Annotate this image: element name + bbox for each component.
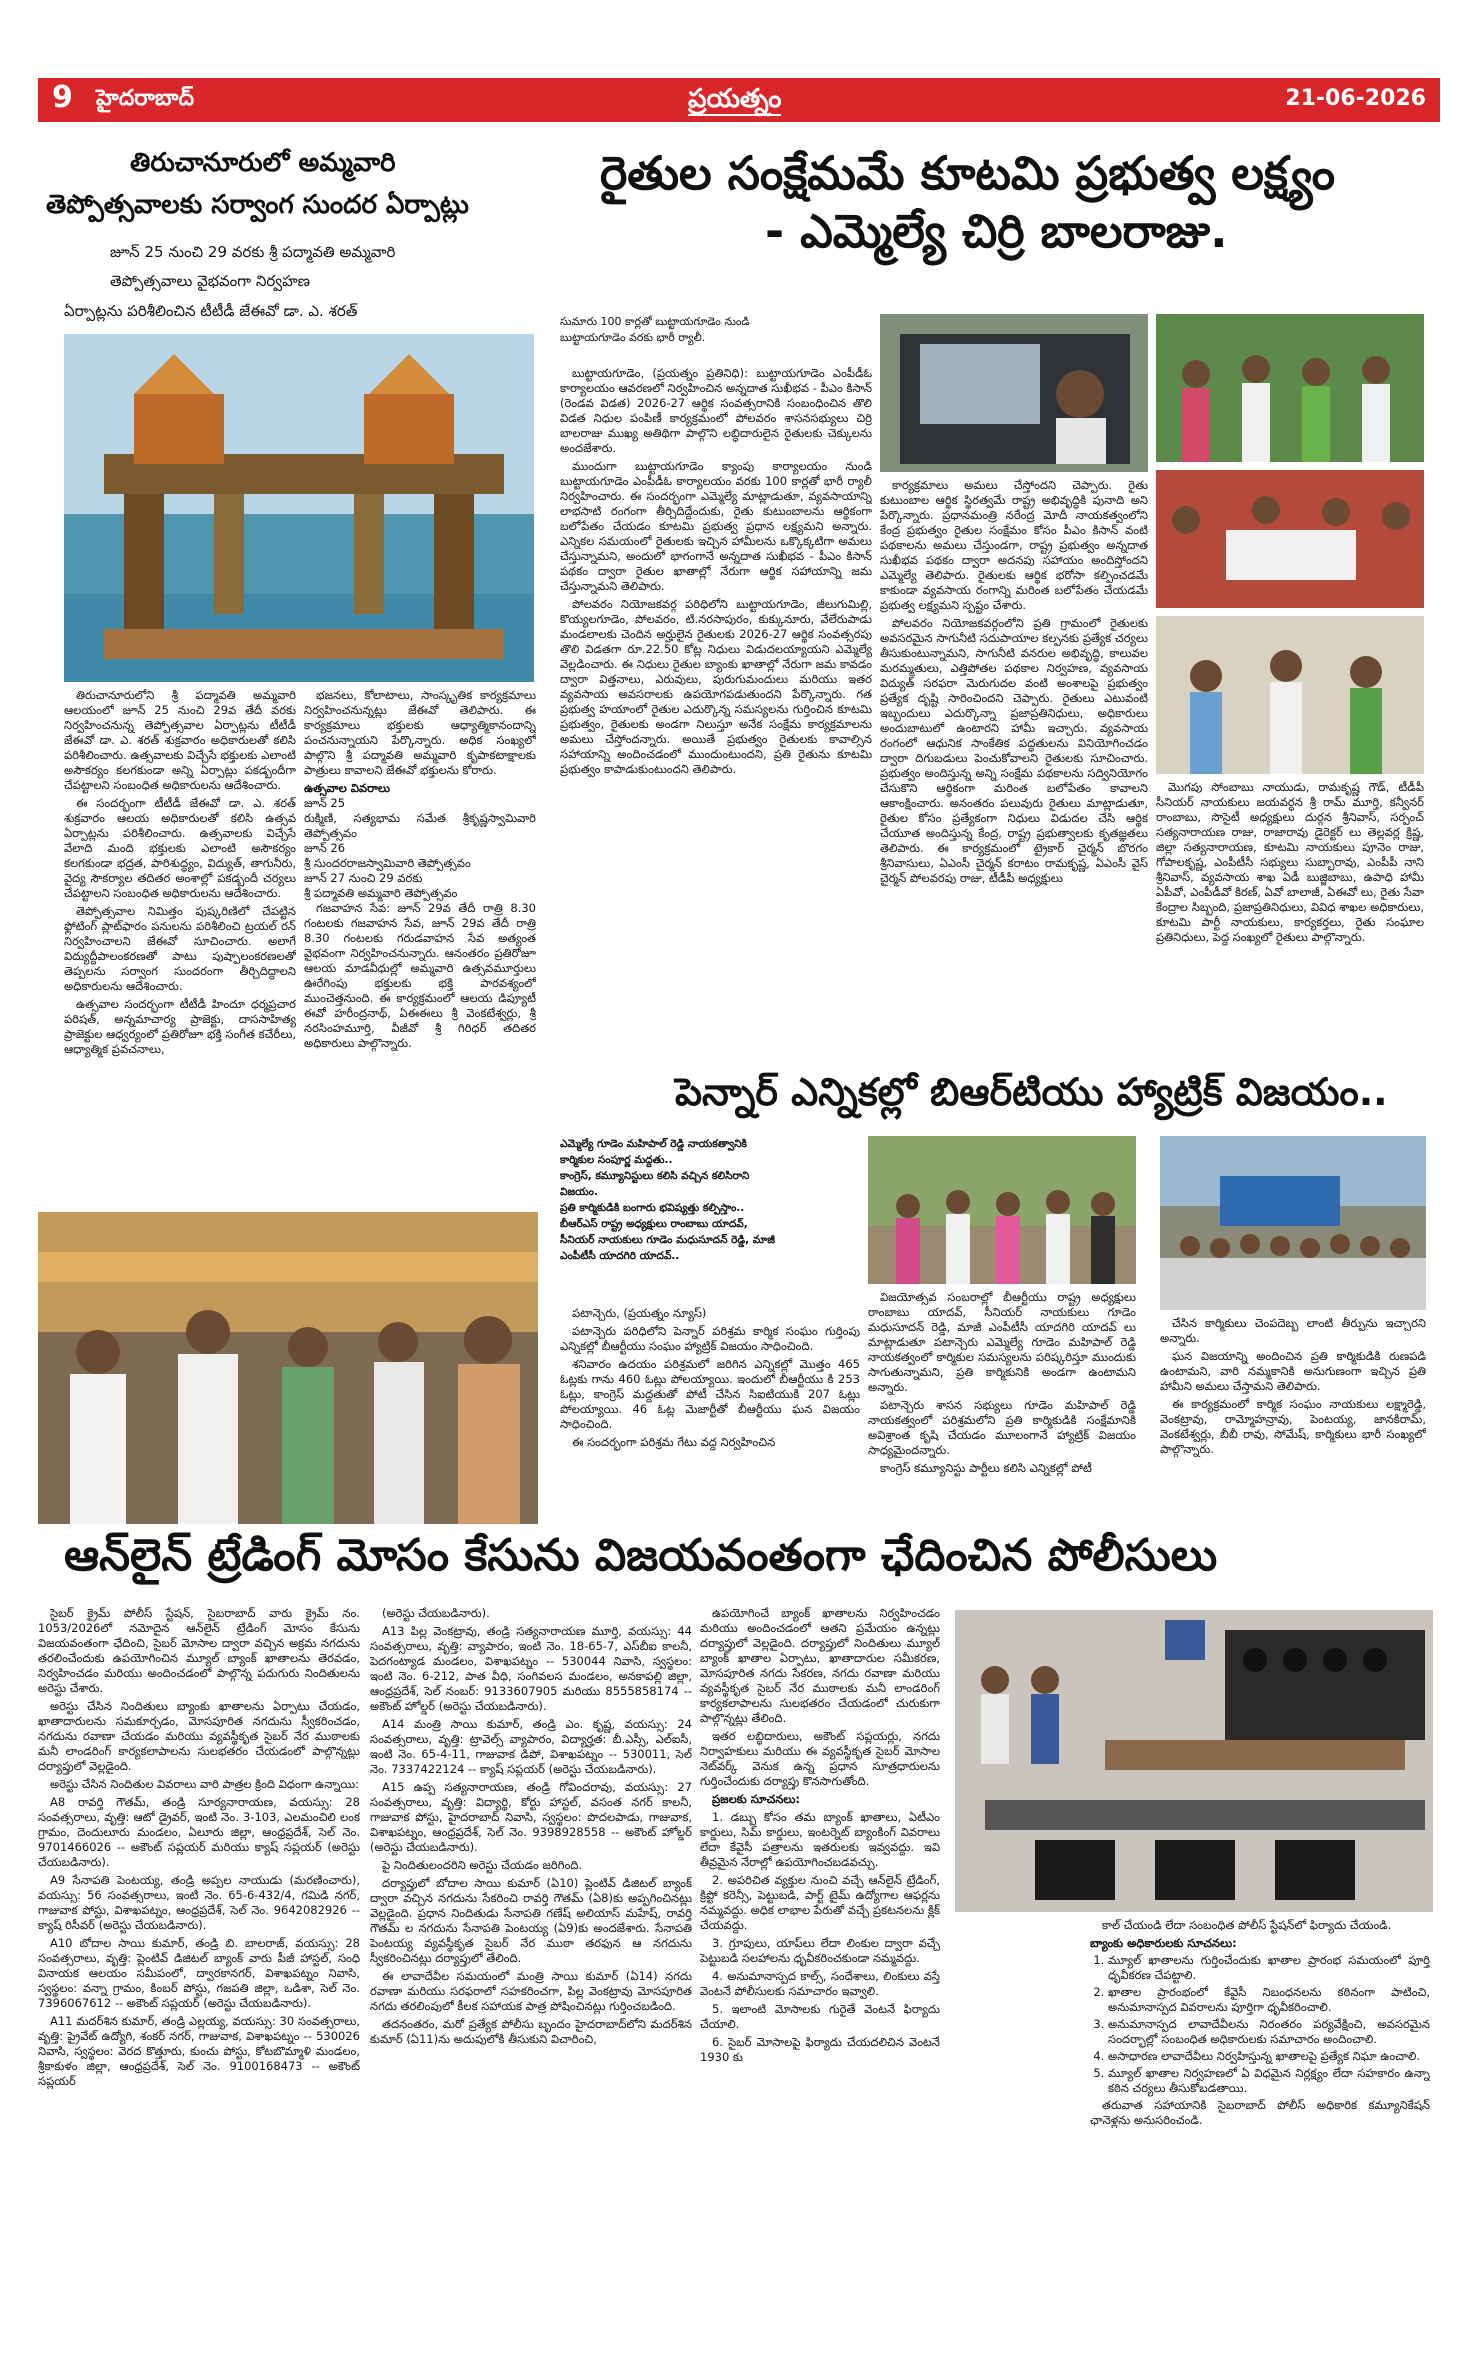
article3-photo-workers: [1160, 1136, 1426, 1310]
article2-photo-car-rally: [880, 314, 1148, 472]
article4-col4: కాల్ చేయండి లేదా సంబంధిత పోలీస్ స్టేషన్‌లో ఫిర్యాదు చేయండి. బ్యాంకు అధికారులకు సూచనలు: 1. మ్యూల్ ఖాతాలను గుర్తించేందుకు ఖాతాల ప్రారంభ సమయంలో పూర్తి ధృవీకరణ చేపట్టాలి. 2. ఖాతాల ప్రారంభంలో కేవైసీ నిబంధనలను కఠినంగా పాటించి, అనుమానాస్పద వివరాలను పూర్తిగా ధృవీకరించాలి. 3. అనుమానాస్పద లావాదేవీలను నిరంతరం పర్యవేక్షించి, అవసరమైన సందర్భాల్లో సంబంధిత అధికారులకు సమాచారం అందించాలి. 4. అసాధారణ లావాదేవీలు నిర్వహిస్తున్న ఖాతాలపై ప్రత్యేక నిఘా ఉంచాలి. 5. మ్యూల్ ఖాతాల నిర్వహణలో ఏ విధమైన నిర్లక్ష్యం లేదా సహకారం ఉన్నా కఠిన చర్యలు తీసుకోబడతాయి. తరువాత సహాయానికి సైబరాబాద్ పోలీస్ అధికారిక కమ్యూనికేషన్ ఛానెళ్లను అనుసరించండి.: [1090, 1918, 1430, 2328]
issue-date: 21-06-2026: [1285, 86, 1426, 111]
article1-sub2: తెప్పోత్సవాలు వైభవంగా నిర్వహణ: [110, 272, 311, 290]
article2-col2: కార్యక్రమాలు అమలు చేస్తోందని చెప్పారు. రైతు కుటుంబాల ఆర్థిక స్థిరత్వమే రాష్ట్ర అభివృద్ధికి పునాది అని పేర్కొన్నారు. ప్రధానమంత్రి నరేంద్ర మోదీ నాయకత్వంలోని కేంద్ర ప్రభుత్వం రైతుల సంక్షేమం కోసం పీఎం కిసాన్ వంటి పథకాలను అమలు చేస్తుండగా, రాష్ట్ర ప్రభుత్వం అన్నదాత సుఖీభవ పథకం ద్వారా అదనపు సహాయం అందిస్తోందని ఎమ్మెల్యే తెలిపారు. రైతులకు ఆర్థిక భరోసా కల్పించడమే కాకుండా వ్యవసాయ రంగాన్ని మరింత బలోపేతం చేయడమే ప్రభుత్వ లక్ష్యమని స్పష్టం చేశారు. పోలవరం నియోజకవర్గంలోని ప్రతి గ్రామంలో రైతులకు అవసరమైన సాగునీటి సదుపాయాల కల్పనకు ప్రత్యేక చర్యలు తీసుకుంటున్నామని, సాగునీటి వనరుల అభివృద్ధి, కాలువల మరమ్మతులు, ఎత్తిపోతల పథకాల నిర్వహణ, వ్యవసాయ విద్యుత్ సరఫరా మెరుగుదల వంటి అంశాలపై ప్రభుత్వం ప్రత్యేక దృష్టి సారించిందని చెప్పారు. రైతులు ఎటువంటి ఇబ్బందులు ఎదుర్కొన్నా ప్రజాప్రతినిధులు, అధికారులు అందుబాటులో ఉంటారని హామీ ఇచ్చారు. వ్యవసాయ రంగంలో ఆధునిక సాంకేతిక పద్ధతులను వినియోగించడం ద్వారా దిగుబడులు పెంచుకోవాలని రైతులకు సూచించారు. ప్రభుత్వం అందిస్తున్న అన్ని సంక్షేమ పథకాలను సద్వినియోగం చేసుకొని ఆర్థికంగా మరింత బలోపేతం కావాలని ఆకాంక్షించారు. అనంతరం పలువురు రైతులు మాట్లాడుతూ, రైతుల కోసం ప్రత్యేకంగా నిధులు విడుదల చేసి ఆర్థిక చేయూత అందిస్తున్న కేంద్ర, రాష్ట్ర ప్రభుత్వాలకు కృతజ్ఞతలు తెలిపారు. ఈ కార్యక్రమంలో ట్రైకార్ చైర్మన్ బొరగం శ్రీనివాసులు, ఏఎంసీ చైర్మన్ కరాటం రామకృష్ణ, ఏఎంసీ వైస్ చైర్మన్ పోలవరపు రాజు, టీడీపీ అధ్యక్షులు: [880, 478, 1148, 885]
article3-headline: పెన్నార్ ఎన్నికల్లో బిఆర్‌టియు హ్యాట్రిక్ విజయం..: [675, 1070, 1388, 1114]
article3-col1: పటాన్చెరు, (ప్రయత్నం న్యూస్) పటాన్చెరు పరిధిలోని పెన్నార్ పరిశ్రమ కార్మిక సంఘం గుర్తింపు ఎన్నికల్లో బీఆర్టీయు సంఘం హ్యాట్రిక్ విజయం సాధించింది. శనివారం ఉదయం పరిశ్రమలో జరిగిన ఎన్నికల్లో మొత్తం 465 ఓట్లకు గాను 460 ఓట్లు పోలయ్యాయి. ఇందులో బీఆర్టీయు కి 253 ఓట్లు, కాంగ్రెస్ మద్దతుతో పోటీ చేసిన సిఐటియుకి 207 ఓట్లు పోలయ్యాయి. 46 ఓట్ల మెజార్టీతో బీఆర్టీయు ఘన విజయం సాధించింది. ఈ సందర్భంగా పరిశ్రమ గేటు వద్ద నిర్వహించిన: [560, 1306, 860, 1449]
article3-col3: చేసిన కార్మికులు చెంపదెబ్బ లాంటి తీర్పును ఇచ్చారని అన్నారు. ఘన విజయాన్ని అందించిన ప్రతి కార్మికుడికి రుణపడి ఉంటామని, వారి నమ్మకానికి అనుగుణంగా ఇచ్చిన ప్రతి హామీని అమలు చేస్తామని తెలిపారు. ఈ కార్యక్రమంలో కార్మిక సంఘం నాయకులు లక్ష్మారెడ్డి, వెంకట్రావు, రామ్మోహన్రావు, పెంటయ్య, జానకిరామ్, వెంకటేశ్వర్లు, బీబీ రావు, సోమేష్, కార్మికులు భారీ సంఖ్యలో పాల్గొన్నారు.: [1160, 1316, 1426, 1456]
article2-photo-cheque: [1156, 470, 1424, 608]
article2-headline-line2: - ఎమ్మెల్యే చిర్రి బాలరాజు.: [765, 204, 1228, 258]
masthead: [38, 78, 1440, 122]
schedule-title: ఉత్సవాల వివరాలు: [304, 781, 391, 795]
paper-name: ప్రయత్నం: [688, 84, 782, 114]
article3-photo-celebration: [868, 1136, 1136, 1284]
page-number: 9: [52, 80, 73, 115]
article2-photo-meeting: [1156, 314, 1424, 462]
article1-headline-line2: తెప్పోత్సవాలకు సర్వాంగ సుందర ఏర్పాట్లు: [46, 190, 469, 220]
article3-col2: విజయోత్సవ సంబరాల్లో బీఆర్టీయు రాష్ట్ర అధ్యక్షులు రాంబాబు యాదవ్, సీనియర్ నాయకులు గూడెం మధుసూదన్ రెడ్డి, మాజీ ఎంపీటీసీ యాదగిరి యాదవ్ లు మాట్లాడుతూ పటాన్చెరు ఎమ్మెల్యే గూడెం మహిపాల్ రెడ్డి నాయకత్వంలో కార్మికుల సమస్యలను పరిష్కరిస్తూ ముందుకు సాగుతున్నామని, ప్రతి కార్మికునికి అండగా ఉంటామని అన్నారు. పటాన్చెరు శాసన సభ్యులు గూడెం మహిపాల్ రెడ్డి నాయకత్వంలో పరిశ్రమలోని ప్రతి కార్మికుడికి సంక్షేమానికి అవిశ్రాంత కృషి చేయడం మూలంగానే హ్యాట్రిక్ విజయం సాధ్యమైందన్నారు. కాంగ్రెస్ కమ్యూనిస్టు పార్టీలు కలిసి ఎన్నికల్లో పోటీ: [868, 1290, 1136, 1475]
article1-col2: భజనలు, కోలాటాలు, సాంస్కృతిక కార్యక్రమాలు నిర్వహించనున్నట్లు జేఈవో తెలిపారు. ఈ కార్యక్రమాలు భక్తులకు ఆధ్యాత్మికానందాన్ని పంచనున్నాయని పేర్కొన్నారు. అధిక సంఖ్యలో పాల్గొని శ్రీ పద్మావతి అమ్మవారి కృపాకటాక్షాలకు పాత్రులు కావాలని జేఈవో భక్తులను కోరారు. ఉత్సవాల వివరాలు జూన్ 25 రుక్మిణి, సత్యభామ సమేత శ్రీకృష్ణస్వామివారి తెప్పోత్సవం జూన్ 26 శ్రీ సుందరరాజస్వామివారి తెప్పోత్సవం జూన్ 27 నుంచి 29 వరకు శ్రీ పద్మావతి అమ్మవారి తెప్పోత్సవం గజవాహన సేవ: జూన్ 29వ తేదీ రాత్రి 8.30 గంటలకు గజవాహన సేవ, జూన్ 29వ తేదీ రాత్రి 8.30 గంటలకు గరుడవాహన సేవ అత్యంత వైభవంగా నిర్వహించనున్నారు. ఆనంతరం ప్రతిరోజూ ఆలయ మాడవీధుల్లో అమ్మవారి ఉత్సవమూర్తులు ఊరేగింపు భక్తులకు భక్తి పారవశ్యంలో ముంచెత్తనుంది. ఈ కార్యక్రమంలో ఆలయ డిప్యూటీ ఈవో హరీంద్రనాథ్, ఏఈఈలు శ్రీ వెంకటేశ్వర్లు, శ్రీ నరసింహమూర్తి, వీజీవో శ్రీ గిరిధర్ తదితర అధికారులు పాల్గొన్నారు.: [304, 688, 536, 1050]
article1-sub1: జూన్ 25 నుంచి 29 వరకు శ్రీ పద్మావతి అమ్మవారి: [110, 243, 396, 261]
article1-col1: తిరుచానూరులోని శ్రీ పద్మావతి అమ్మవారి ఆలయంలో జూన్ 25 నుంచి 29వ తేదీ వరకు నిర్వహించనున్న తెప్పోత్సవాల ఏర్పాట్లను టీటీడీ జేఈవో డా. ఎ. శరత్ శుక్రవారం అధికారులతో కలిసి పరిశీలించారు. ఉత్సవాలకు విచ్చేసే భక్తులకు ఎలాంటి అసౌకర్యం కలగకుండా అన్ని ఏర్పాట్లు పకడ్బందీగా చేపట్టాలని సంబంధిత అధికారులను ఆదేశించారు. ఈ సందర్భంగా టీటీడీ జేఈవో డా. ఎ. శరత్ శుక్రవారం ఆలయ అధికారులతో కలిసి ఉత్సవ ఏర్పాట్లను పరిశీలించారు. ఉత్సవాలకు విచ్చేసే వేలాది మంది భక్తులకు ఎలాంటి అసౌకర్యం కలగకుండా భద్రత, పారిశుద్ధ్యం, విద్యుత్, తాగునీరు, వైద్య సౌకర్యాల తదితర అంశాల్లో పకడ్బందీ చర్యలు చేపట్టాలని సంబంధిత అధికారులను ఆదేశించారు. తెప్పోత్సవాల నిమిత్తం పుష్కరిణిలో చేపట్టిన ఫ్లోటింగ్ ప్లాట్‌ఫారం పనులను పరిశీలించి ట్రయల్ రన్ నిర్వహించాలని జేఈవో సూచించారు. అలాగే విద్యుద్దీపాలంకరణతో పాటు పుష్పాలంకరణలతో తెప్పలను సర్వాంగ సుందరంగా తీర్చిదిద్దాలని అధికారులను ఆదేశించారు. ఉత్సవాల సందర్భంగా టీటీడీ హిందూ ధర్మప్రచార పరిషత్, అన్నమాచార్య ప్రాజెక్టు, దాససాహిత్య ప్రాజెక్టుల ఆధ్వర్యంలో ప్రతిరోజూ భక్తి సంగీత కచేరీలు, ఆధ్యాత్మిక ప్రవచనాలు,: [64, 688, 296, 1056]
article4-col1: సైబర్ క్రైమ్ పోలీస్ స్టేషన్, సైబరాబాద్ వారు క్రైమ్ నం. 1053/2026లో నమోదైన ఆన్‌లైన్ ట్రేడింగ్ మోసం కేసును విజయవంతంగా ఛేదించి, సైబర్ మోసాల ద్వారా వచ్చిన అక్రమ నగదును తరలించేందుకు ఉపయోగించిన మ్యూల్ బ్యాంక్ ఖాతాలను తెరవడం, నిర్వహించడం మరియు అందించడంలో పాల్గొన్న పదుగురు నిందితులను అరెస్టు చేశారు. అరెస్టు చేసిన నిందితులు బ్యాంకు ఖాతాలను ఏర్పాటు చేయడం, ఖాతాదారులను సమకూర్చడం, మోసపూరిత నగదును స్వీకరించడం, నగదును రవాణా చేయడం మరియు వ్యవస్థీకృత సైబర్ నేర ముఠాలకు మనీ లాండరింగ్ కార్యకలాపాలను సులభతరం చేయడంలో పాల్గొన్నట్లు దర్యాప్తులో వెల్లడైంది. అరెస్టు చేసిన నిందితుల వివరాలు వారి పాత్రల క్రింది విధంగా ఉన్నాయి: A8 రావర్తి గౌతమ్, తండ్రి సూర్యనారాయణ, వయస్సు: 28 సంవత్సరాలు, వృత్తి: ఆటో డ్రైవర్, ఇంటి నెం. 3-103, ఎలమంచిలి లంక గ్రామం, దెందులూరు మండలం, ఏలూరు జిల్లా, ఆంధ్రప్రదేశ్, సెల్ నెం. 9701466026 -- అకౌంట్ సప్లయర్ మరియు క్యాష్ సప్లయర్ (అరెస్టు చేయబడినారు). A9 సేనాపతి పెంటయ్య, తండ్రి అప్పల నాయుడు (మరణించారు), వయస్సు: 56 సంవత్సరాలు, ఇంటి నెం. 65-6-432/4, గమిడి నగర్, గాజువాక పోస్టు, విశాఖపట్నం, ఆంధ్రప్రదేశ్, సెల్ నెం. 9642082926 -- క్యాష్ రిసీవర్ (అరెస్టు చేయబడినారు). A10 బోదాల సాయి కుమార్, తండ్రి బి. బాలరాజ్, వయస్సు: 28 సంవత్సరాలు, వృత్తి: ప్లెంటివ్ డిజిటల్ బ్యాంక్ వారు పీజీ హాస్టల్, సంధి వినాయక ఆలయం సమీపంలో, ద్వారకానగర్, విశాఖపట్నం నివాసి, స్వస్థలం: వన్నా గ్రామం, కింబర్ పోస్టు, గజపతి జిల్లా, ఒడిశా, సెల్ నెం. 7396067612 -- అకౌంట్ సప్లయర్ (అరెస్టు చేయబడినారు). A11 మదర్‌శిన కుమార్, తండ్రి ఎల్లయ్య, వయస్సు: 30 సంవత్సరాలు, వృత్తి: ప్రైవేట్ ఉద్యోగి, శంకర్ నగర్, గాజువాక, విశాఖపట్నం -- 530026 నివాసి, స్వస్థలం: వెరద కొత్తూరు, కుంచు పోస్టు, కోటబొమ్మాళి మండలం, శ్రీకాకుళం జిల్లా, ఆంధ్రప్రదేశ్, సెల్ నెం. 9100168473 -- అకౌంట్ సప్లయర్: [38, 1606, 360, 2088]
article2-col3: మొగపు సోంబాబు నాయుడు, రామకృష్ణ గౌడ్, టీడీపీ సీనియర్ నాయకులు జయవర్ధన శ్రీ రామ్ మూర్తి, కన్వీనర్ రాంబాబు, సొసైటీ అధ్యక్షులు దుర్గన శ్రీనివాస్, సర్పంచ్ సత్యనారాయణ రాజు, రాజారావు డైరెక్టర్ లు తెల్లవర్ల క్రిష్ణ, జిల్లా సత్యనారాయణ, కూటమి నాయకులు పూనెం రాజు, గోపాలకృష్ణ, ఎంపీటీసీ సభ్యులు సుబ్బారావు, ఎంపీపీ నాని శ్రీనివాస్, వ్యవసాయ శాఖ ఏడీ బుజ్జిబాబు, ఉపాధి హామీ ఏపీవో, ఎంపీడీవో కిరణ్, ఏవో బాలాజీ, ఏఈవో లు, రైతు సేవా కేంద్రాల సిబ్బంది, ప్రజాప్రతినిధులు, వివిధ శాఖల అధికారులు, కూటమి పార్టీ నాయకులు, కార్యకర్తలు, రైతు సంఘాల ప్రతినిధులు, పెద్ద సంఖ్యలో రైతులు పాల్గొన్నారు.: [1156, 780, 1424, 944]
city-name: హైదరాబాద్: [96, 86, 194, 111]
article1-photo-temple-tank: [64, 334, 534, 682]
article4-col2: (అరెస్టు చేయబడినారు). A13 పిల్ల వెంకట్రావు, తండ్రి సత్యనారాయణ మూర్తి, వయస్సు: 44 సంవత్సరాలు, వృత్తి: వ్యాపారం, ఇంటి నెం. 18-65-7, ఎస్‌బీఐ కాలనీ, పెదగంట్యాడ మండలం, విశాఖపట్నం -- 530044 నివాసి, స్వస్థలం: ఇంటి నెం. 6-212, పాత వీధి, సంగివలస మండలం, అనకాపల్లి జిల్లా, ఆంధ్రప్రదేశ్, సెల్ నంబర్: 9133607905 మరియు 8555858174 -- అకౌంట్ హోల్డర్ (అరెస్టు చేయబడినారు). A14 మంత్రి సాయి కుమార్, తండ్రి ఎం. కృష్ణ, వయస్సు: 24 సంవత్సరాలు, వృత్తి: ట్రావెల్స్ వ్యాపారం, విద్యార్హత: బీ.ఎస్సీ, ఎల్‌ఐసీ, ఇంటి నెం. 65-4-11, గాజువాక డిపో, విశాఖపట్నం -- 530011, సెల్ నెం. 7337422124 -- క్యాష్ సప్లయర్ (అరెస్టు చేయబడినారు). A15 ఉప్ప సత్యనారాయణ, తండ్రి గోవిందరావు, వయస్సు: 27 సంవత్సరాలు, వృత్తి: విద్యార్థి, కోర్టు హాస్టల్, వసంత నగర్ కాలనీ, గాజువాక పోస్టు, హైదరాబాద్ నివాసి, స్వస్థలం: పొదలపాడు, గాజువాక, విశాఖపట్నం, ఆంధ్రప్రదేశ్, సెల్ నెం. 9398928558 -- అకౌంట్ హోల్డర్ (అరెస్టు చేయబడినారు). పై నిందితులందరిని అరెస్టు చేయడం జరిగింది. దర్యాప్తులో బోదాల సాయి కుమార్ (ఏ10) ప్లెంటివ్ డిజిటల్ బ్యాంక్ ద్వారా వచ్చిన నగదును సేకరించి రావర్తి గౌతమ్ (ఏ8)కు అప్పగించినట్లు వెల్లడైంది. ప్రధాన నిందితుడు సేనాపతి గణేష్ అలియాస్ మహేష్, రావర్తి గౌతమ్ ల నగదును సేనాపతి పెంటయ్య (ఏ9)కు అందజేశారు. సేనాపతి పెంటయ్య వ్యవస్థీకృత సైబర్ నేర ముఠా తరఫున ఆ నగదును స్వీకరించినట్లు దర్యాప్తులో తేలింది. ఈ లావాదేవీల సమయంలో మంత్రి సాయి కుమార్ (ఏ14) నగదు రవాణా మరియు సరఫరాలో సహకరించగా, పిల్ల వెంకట్రావు మోసపూరిత నగదు తరలింపులో కీలక సహాయక పాత్ర పోషించినట్లు గుర్తించబడింది. తదనంతరం, మరో ప్రత్యేక పోలీసు బృందం హైదరాబాద్‌లోని మదర్‌శిన కుమార్ (ఏ11)ను అదుపులోకి తీసుకుని విచారించి,: [370, 1606, 692, 2046]
article4-col3: ఉపయోగించే బ్యాంక్ ఖాతాలను నిర్వహించడం మరియు అందించడంలో ఆతని ప్రమేయం ఉన్నట్లు దర్యాప్తులో వెల్లడైంది. దర్యాప్తులో నిందితులు మ్యూల్ బ్యాంక్ ఖాతాల ఏర్పాటు, ఖాతాదారుల సమీకరణ, మోసపూరిత నగదు సేకరణ, నగదు రవాణా మరియు వ్యవస్థీకృత సైబర్ నేర ముఠాలకు మనీ లాండరింగ్ కార్యకలాపాలను సులభతరం చేయడంలో చురుకుగా పాల్గొన్నట్లు తేలింది. ఇతర లబ్ధిదారులు, అకౌంట్ సప్లయర్లు, నగదు నిర్వాహకులు మరియు ఈ వ్యవస్థీకృత సైబర్ మోసాల నెట్‌వర్క్ వెనుక ఉన్న ప్రధాన సూత్రధారులను గుర్తించేందుకు దర్యాప్తు కొనసాగుతోంది. ప్రజలకు సూచనలు: 1. డబ్బు కోసం తమ బ్యాంక్ ఖాతాలు, ఏటీఎం కార్డులు, సిమ్ కార్డులు, ఇంటర్నెట్ బ్యాంకింగ్ వివరాలు లేదా కేవైసీ పత్రాలను ఇతరులకు ఇవ్వవద్దు. ఇవి తీవ్రమైన నేరాల్లో ఉపయోగించబడవచ్చు. 2. అపరిచిత వ్యక్తుల నుంచి వచ్చే ఆన్‌లైన్ ట్రేడింగ్, క్రిప్టో కరెన్సీ, పెట్టుబడి, పార్ట్ టైమ్ ఉద్యోగాల ఆఫర్లను నమ్మవద్దు. అధిక లాభాల పేరుతో వచ్చే ప్రకటనలను క్లిక్ చేయవద్దు. 3. గ్రూపులు, యాప్‌లు లేదా లింకుల ద్వారా వచ్చే పెట్టుబడి సలహాలను ధృవీకరించకుండా నమ్మవద్దు. 4. అనుమానాస్పద కాల్స్, సందేశాలు, లింకులు వస్తే వెంటనే పోలీసులకు సమాచారం ఇవ్వాలి. 5. ఇలాంటి మోసాలకు గురైతే వెంటనే ఫిర్యాదు చేయాలి. 6. సైబర్ మోసాలపై ఫిర్యాదు చేయదలిచిన వెంటనే 1930 కు: [700, 1606, 940, 2064]
article2-col1: బుట్టాయగూడెం, (ప్రయత్నం ప్రతినిధి): బుట్టాయగూడెం ఎంపీడీఓ కార్యాలయం ఆవరణలో నిర్వహించిన అన్నదాత సుఖీభవ - పీఎం కిసాన్ (రెండవ విడత) 2026-27 ఆర్థిక సంవత్సరానికి సంబంధించిన తొలి విడత నిధుల పంపిణీ కార్యక్రమంలో పోలవరం శాసనసభ్యులు చిర్రి బాలరాజు ముఖ్య అతిథిగా పాల్గొని లబ్ధిదారులైన రైతులకు చెక్కులను అందజేశారు. ముందుగా బుట్టాయగూడెం క్యాంపు కార్యాలయం నుండి బుట్టాయగూడెం ఎంపీడీఓ కార్యాలయం వరకు 100 కార్లతో భారీ ర్యాలీ నిర్వహించారు. ఈ సందర్భంగా ఎమ్మెల్యే మాట్లాడుతూ, వ్యవసాయాన్ని లాభసాటి రంగంగా తీర్చిదిద్దేందుకు, రైతు కుటుంబాలను ఆర్థికంగా బలోపేతం చేయడం కూటమి ప్రభుత్వ ప్రధాన లక్ష్యమని అన్నారు. ఎన్నికల సమయంలో రైతులకు ఇచ్చిన హామీలను ఒక్కొక్కటిగా అమలు చేస్తున్నామని, అందులో భాగంగానే అన్నదాత సుఖీభవ - పీఎం కిసాన్ పథకం ద్వారా రైతుల ఖాతాల్లో నేరుగా ఆర్థిక సహాయాన్ని జమ చేస్తున్నామని తెలిపారు. పోలవరం నియోజకవర్గ పరిధిలోని బుట్టాయగూడెం, జీలుగుమిల్లి, కొయ్యలగూడెం, పోలవరం, టి.నరసాపురం, కుక్కునూరు, వేలేరుపాడు మండలాలకు చెందిన అర్హులైన రైతులకు 2026-27 ఆర్థిక సంవత్సరపు తొలి విడతగా రూ.22.50 కోట్ల నిధులు విడుదలయ్యాయని ఎమ్మెల్యే వెల్లడించారు. ఈ నిధులు రైతుల బ్యాంకు ఖాతాల్లో నేరుగా జమ కావడం ద్వారా విత్తనాలు, ఎరువులు, పురుగుమందులు మరియు ఇతర వ్యవసాయ అవసరాలకు ఉపయోగపడుతుందని పేర్కొన్నారు. గత ప్రభుత్వ హయాంలో రైతుల ఎదుర్కొన్న సమస్యలను గుర్తించిన కూటమి ప్రభుత్వం, రైతులకు అండగా నిలుస్తూ అనేక సంక్షేమ కార్యక్రమాలను అమలు చేస్తోందన్నారు. అయితే ప్రభుత్వం రైతులకు కావాల్సిన సహాయాన్ని అందించడంలో ముందుంటుందని, ప్రతి రైతును కూటమి ప్రభుత్వం కాపాడుకుంటుందని తెలిపారు.: [560, 366, 872, 776]
article2-highlight-box: సుమారు 100 కార్లతో బుట్టాయగూడెం నుండి బుట్టాయగూడెం వరకు భారీ ర్యాలీ.: [560, 315, 750, 344]
article4-headline: ఆన్‌లైన్ ట్రేడింగ్ మోసం కేసును విజయవంతంగా ఛేదించిన పోలీసులు: [64, 1530, 1218, 1581]
article1-photo-officials: [38, 1212, 538, 1524]
article4-photo-press-meet: [955, 1610, 1433, 1912]
article2-photo-farmers: [1156, 616, 1424, 774]
article1-sub3: ఏర్పాట్లను పరిశీలించిన టీటీడీ జేఈవో డా. ఎ. శరత్: [64, 302, 358, 320]
article2-headline-line1: రైతుల సంక్షేమమే కూటమి ప్రభుత్వ లక్ష్యం: [600, 146, 1336, 200]
article1-headline-line1: తిరుచానూరులో అమ్మవారి: [130, 148, 396, 178]
article3-highlight-box: ఎమ్మెల్యే గూడెం మహిపాల్ రెడ్డి నాయకత్వానికి కార్మికుల సంపూర్ణ మద్దతు.. కాంగ్రెస్, కమ్యూనిస్టులు కలిసి వచ్చిన కలిసిరాని విజయం. ప్రతి కార్మికుడికి బంగారు భవిష్యత్తు కల్పిస్తాం.. బీఆర్ఎస్ రాష్ట్ర అధ్యక్షులు రాంబాబు యాదవ్, సీనియర్ నాయకులు గూడెం మధుసూదన్ రెడ్డి, మాజీ ఎంపీటీసీ యాదగిరి యాదవ్..: [560, 1138, 775, 1262]
